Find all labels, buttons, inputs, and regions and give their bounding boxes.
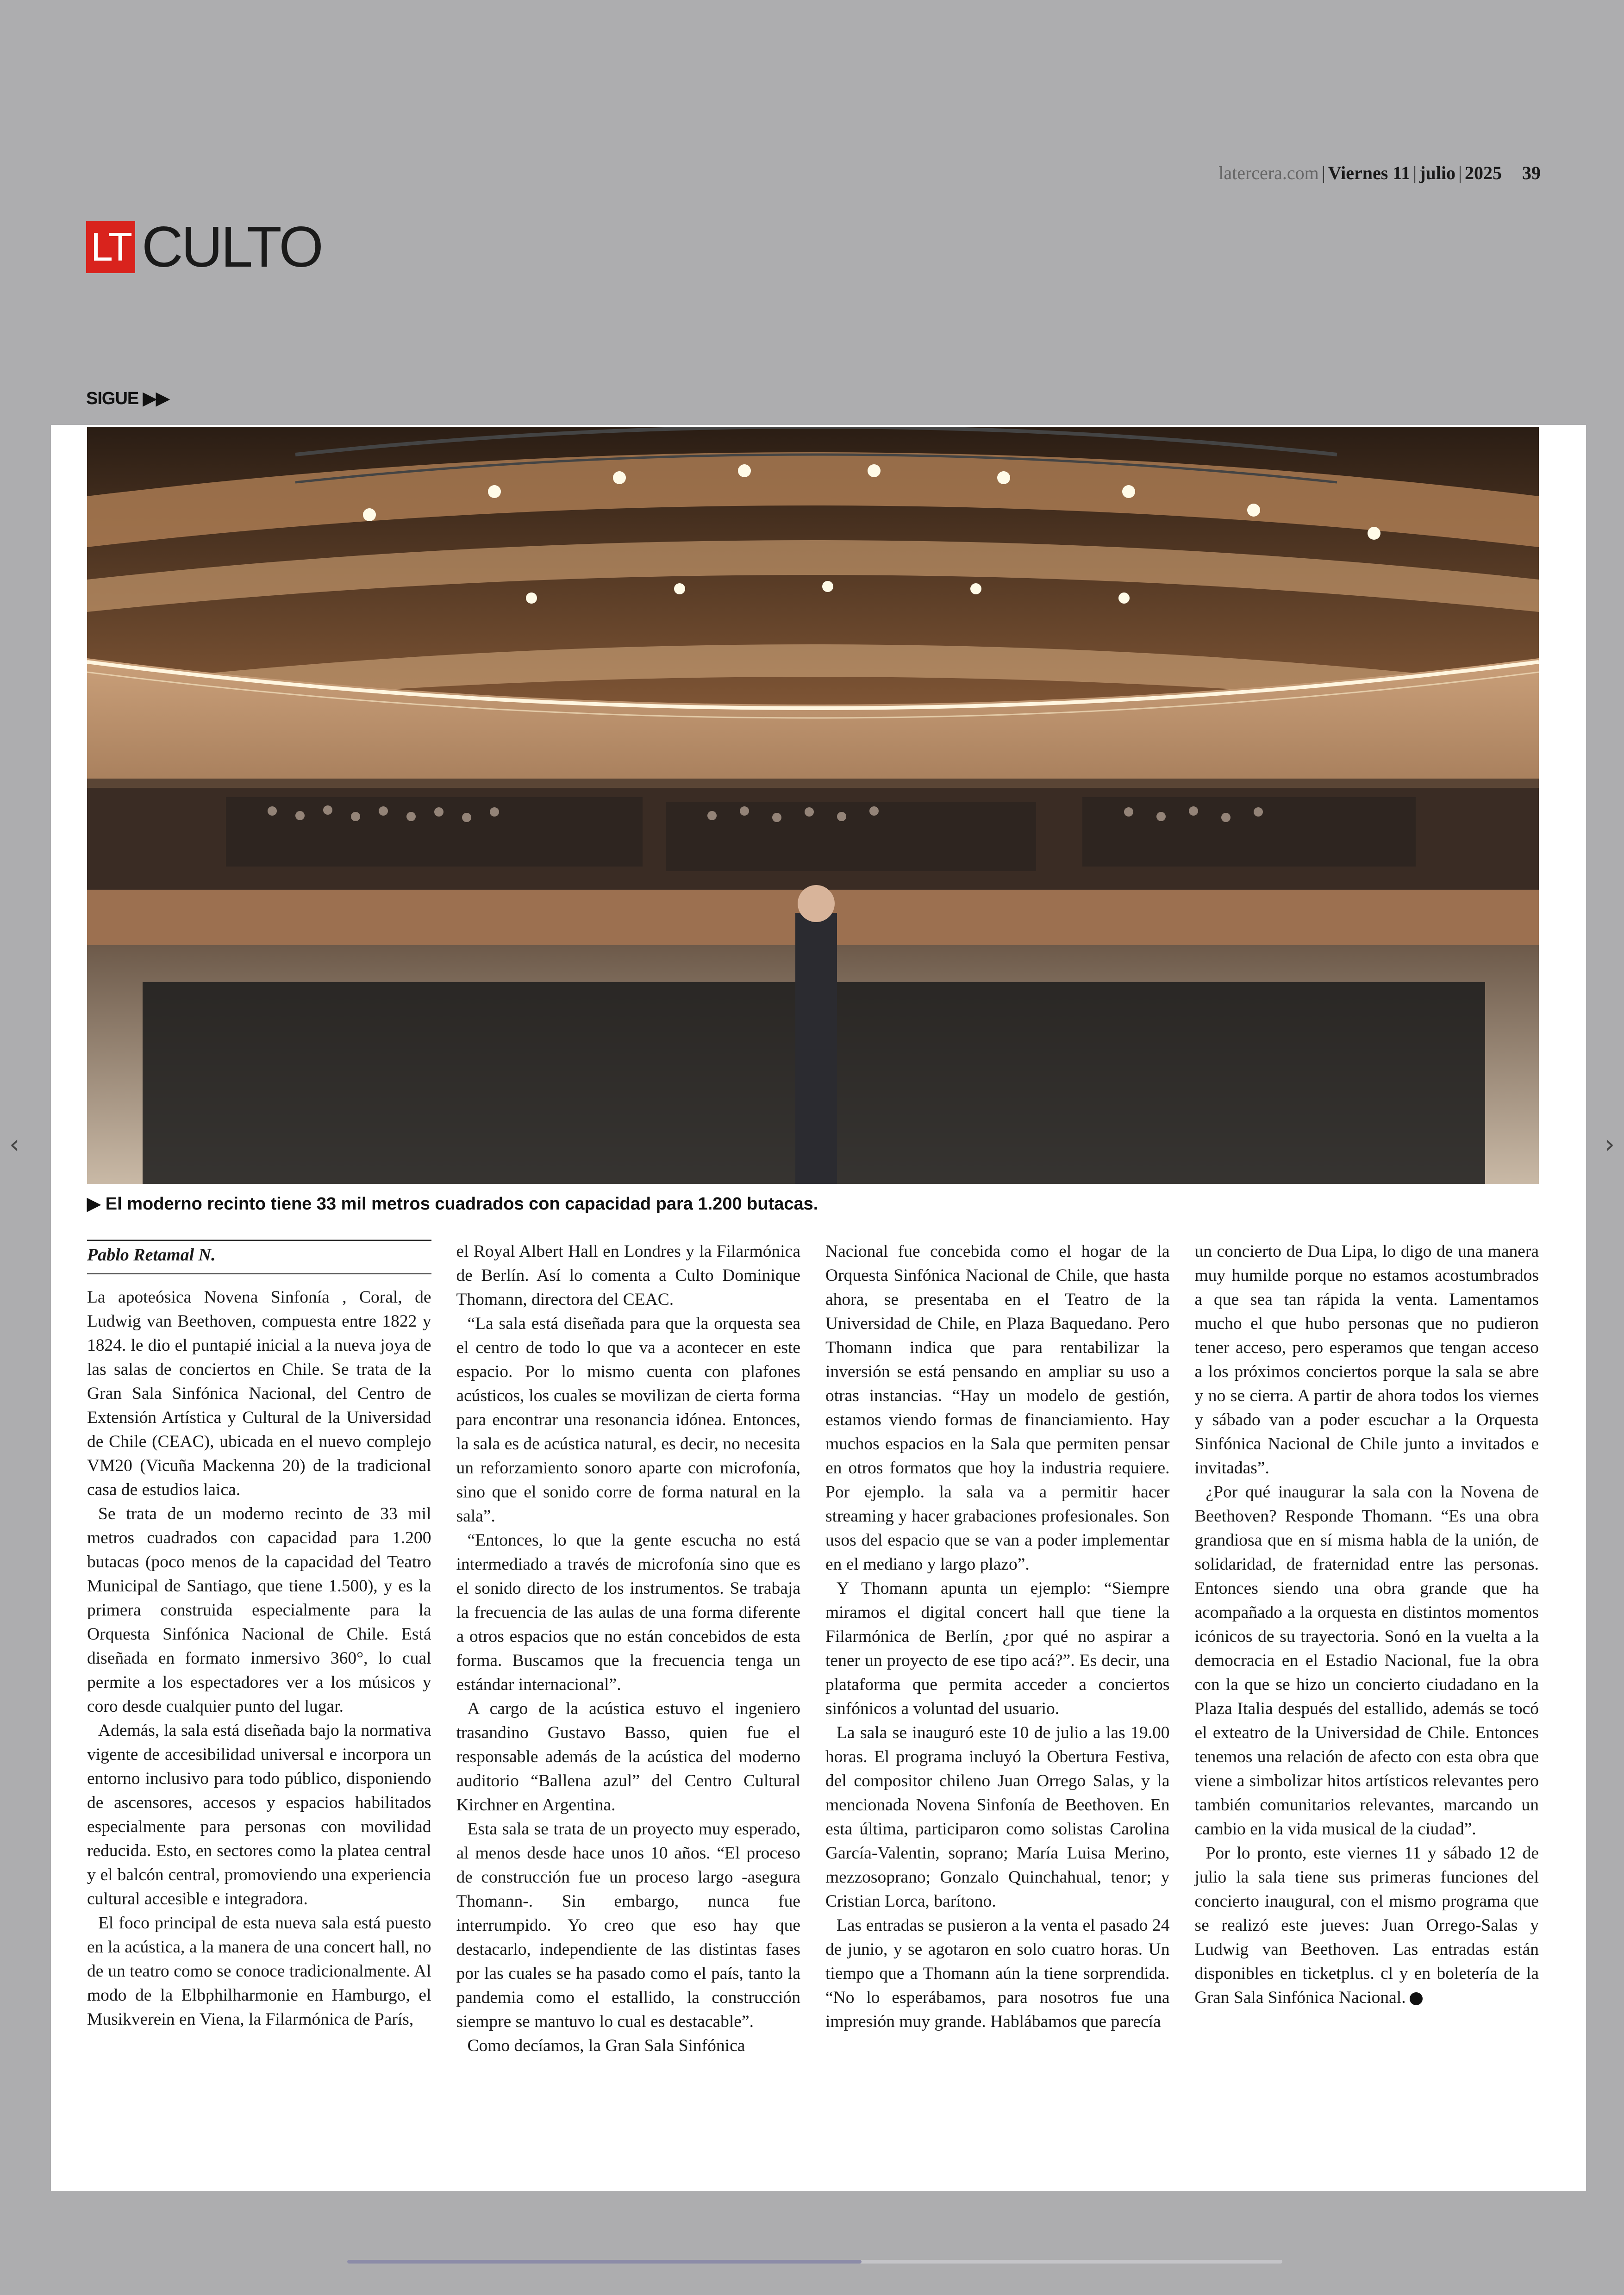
article-column-2	[456, 1240, 801, 2119]
paragraph	[1195, 1841, 1539, 2010]
paragraph: A cargo de la acústica estuvo el ingeniero trasandino Gustavo Basso, quien fue el responsable además de la acústica del moderno auditorio “Ballena azul” del Centro Cultural Kirchner en Argentina.	[456, 1699, 800, 1815]
site-name: latercera.com	[1218, 162, 1319, 183]
paragraph: La sala se inauguró este 10 de julio a las 19.00 horas. El programa incluyó la Obertura Festiva, del compositor chileno Juan Orrego Salas, y la mencionada Novena Sinfonía de Beethoven. En esta última, participaron como solistas Carolina García-Valentin, soprano; María Luisa Merino, mezzosoprano; Gonzalo Quinchahual, tenor; y Cristian Lorca, barítono.	[825, 1723, 1170, 1911]
closing-paragraph-text: Por lo pronto, este viernes 11 y sábado 12 de julio la sala tiene sus primeras funciones del concierto inaugural, con el mismo programa que se realizó este jueves: Juan Orrego-Salas y Ludwig van Beethoven. Las entradas están disponibles en ticketplus. cl y en boletería de la Gran Sala Sinfónica Nacional.	[1194, 1844, 1539, 2007]
paragraph: Además, la sala está diseñada bajo la normativa vigente de accesibilidad universal e incorpora un entorno inclusivo para todo público, disponiendo de ascensores, accesos y espacios habilitados especialmente para personas con movilidad reducida. Esto, en sectores como la platea central y el balcón central, promoviendo una experiencia cultural accesible e integradora.	[87, 1721, 431, 1908]
paragraph: Esta sala se trata de un proyecto muy esperado, al menos desde hace unos 10 años. “El proceso de construcción fue un proceso largo -asegura Thomann-. Sin embargo, nunca fue interrumpido. Yo creo que eso hay que destacarlo, independiente de las distintas fases por las cuales se ha pasado como el país, tanto la pandemia como el estallido, la construcción siempre se mantuvo lo cual es destacable”.	[456, 1820, 800, 2031]
article-column-1	[87, 1240, 431, 2119]
paragraph: “La sala está diseñada para que la orquesta sea el centro de todo lo que va a acontecer en este espacio. Por lo mismo cuenta con plafones acústicos, los cuales se movilizan de cierta forma para encontrar una resonancia idónea. Entonces, la sala es de acústica natural, es decir, no necesita un reforzamiento sonoro aparte con microfonía, sino que el sonido corre de forma natural en la sala”.	[456, 1314, 800, 1526]
paragraph: Y Thomann apunta un ejemplo: “Siempre miramos el digital concert hall que tiene la Filarmónica de Berlín, ¿por qué no aspirar a tener un proyecto de ese tipo acá?”. Es decir, una plataforma que permita acceder a conciertos sinfónicos a voluntad del usuario.	[825, 1579, 1170, 1718]
continued-label: SIGUE ▶▶	[86, 389, 169, 408]
paragraph: Se trata de un moderno recinto de 33 mil metros cuadrados con capacidad para 1.200 butacas (poco menos de la capacidad del Teatro Municipal de Santiago, que tiene 1.500), y es la primera construida especialmente para la Orquesta Sinfónica Nacional de Chile. Está diseñada en formato inmersivo 360°, lo cual permite a los espectadores ver a los músicos y coro desde cualquier punto del lugar.	[87, 1504, 431, 1716]
photo-caption: ▶ El moderno recinto tiene 33 mil metros cuadrados con capacidad para 1.200 butacas.	[87, 1194, 818, 1214]
header-month: julio	[1419, 162, 1455, 183]
concert-hall-photo	[87, 427, 1539, 1184]
header-year: 2025	[1465, 162, 1502, 183]
reading-progress-bar[interactable]	[347, 2260, 1282, 2264]
lt-logo-mark: LT	[86, 221, 135, 273]
paragraph: ¿Por qué inaugurar la sala con la Novena de Beethoven? Responde Thomann. “Es una obra grandiosa que en sí misma habla de la unión, de solidaridad, de fraternidad entre las personas. Entonces siendo una obra grande que ha acompañado a la orquesta en distintos momentos icónicos de su trayectoria. Sonó en la vuelta a la democracia en el Estadio Nacional, fue la obra con la que se hizo un concierto ciudadano en la Plaza Italia después del estallido, además se tocó el exteatro de la Universidad de Chile. Entonces tenemos una relación de afecto con esta obra que viene a simbolizar hitos artísticos relevantes pero también comunitarios relevantes, marcando un cambio en la vida musical de la ciudad”.	[1194, 1483, 1539, 1839]
article-column-3	[825, 1240, 1170, 2119]
end-of-article-icon	[1410, 1992, 1423, 2005]
page-header-meta: latercera.com | Viernes 11 | julio | 2025 39	[1218, 162, 1541, 183]
section-name: CULTO	[141, 215, 322, 279]
culto-logo	[86, 215, 322, 279]
paragraph: “Entonces, lo que la gente escucha no está intermediado a través de microfonía sino que es el sonido directo de los instrumentos. Se trabaja la frecuencia de las aulas de una forma diferente a otros espacios que no están concebidos de esta forma. Buscamos que la frecuencia tenga un estándar internacional”.	[456, 1531, 800, 1694]
article-column-4	[1195, 1240, 1539, 2119]
header-day: Viernes 11	[1328, 162, 1411, 183]
paragraph: Las entradas se pusieron a la venta el pasado 24 de junio, y se agotaron en solo cuatro horas. Un tiempo que a Thomann aún la tiene sorprendida. “No lo esperábamos, para nosotros fue una impresión muy grande. Hablábamos que parecía	[825, 1916, 1170, 2031]
paragraph: El foco principal de esta nueva sala está puesto en la acústica, a la manera de una concert hall, no de un teatro como se conoce tradicionalmente. Al modo de la Elbphilharmonie en Hamburgo, el Musikverein en Viena, la Filarmónica de París,	[87, 1914, 431, 2029]
page-number: 39	[1522, 162, 1541, 183]
previous-page-arrow-icon[interactable]: ‹	[9, 1129, 20, 1160]
paragraph: Nacional fue concebida como el hogar de la Orquesta Sinfónica Nacional de Chile, que hasta ahora, se presentaba en el Teatro de la Universidad de Chile, en Plaza Baquedano. Pero Thomann indica que para rentabilizar la inversión se está pensando en ampliar su uso a otras instancias. “Hay un modelo de gestión, estamos viendo formas de financiamiento. Hay muchos espacios en la Sala que permiten pensar en otros formatos que hoy la industria requiere. Por ejemplo. la sala va a permitir hacer streaming y hacer grabaciones profesionales. Son usos del espacio que se van a poder implementar en el mediano y largo plazo”.	[825, 1242, 1170, 1574]
paragraph: La apoteósica Novena Sinfonía , Coral, de Ludwig van Beethoven, compuesta entre 1822 y 1824. le dio el puntapié inicial a la nueva joya de las salas de conciertos en Chile. Se trata de la Gran Sala Sinfónica Nacional, del Centro de Extensión Artística y Cultural de la Universidad de Chile (CEAC), ubicada en el nuevo complejo VM20 (Vicuña Mackenna 20) de la tradicional casa de estudios laica.	[87, 1288, 431, 1499]
paragraph: un concierto de Dua Lipa, lo digo de una manera muy humilde porque no estamos acostumbrados a que sea tan rápida la venta. Lamentamos mucho el que hubo personas que no pudieron tener acceso, pero esperamos que tengan acceso a los próximos conciertos porque la sala se abre y no se cierra. A partir de ahora todos los viernes y sábado van a poder escuchar a la Orquesta Sinfónica Nacional de Chile junto a invitados e invitadas”.	[1194, 1242, 1539, 1478]
article-body	[87, 1240, 1539, 2119]
paragraph: Como decíamos, la Gran Sala Sinfónica	[467, 2036, 745, 2055]
next-page-arrow-icon[interactable]: ›	[1604, 1129, 1615, 1160]
byline: Pablo Retamal N.	[87, 1240, 431, 1274]
article-page	[51, 425, 1586, 2191]
paragraph: el Royal Albert Hall en Londres y la Filarmónica de Berlín. Así lo comenta a Culto Dominique Thomann, directora del CEAC.	[456, 1242, 800, 1309]
reading-progress-fill	[347, 2260, 862, 2264]
